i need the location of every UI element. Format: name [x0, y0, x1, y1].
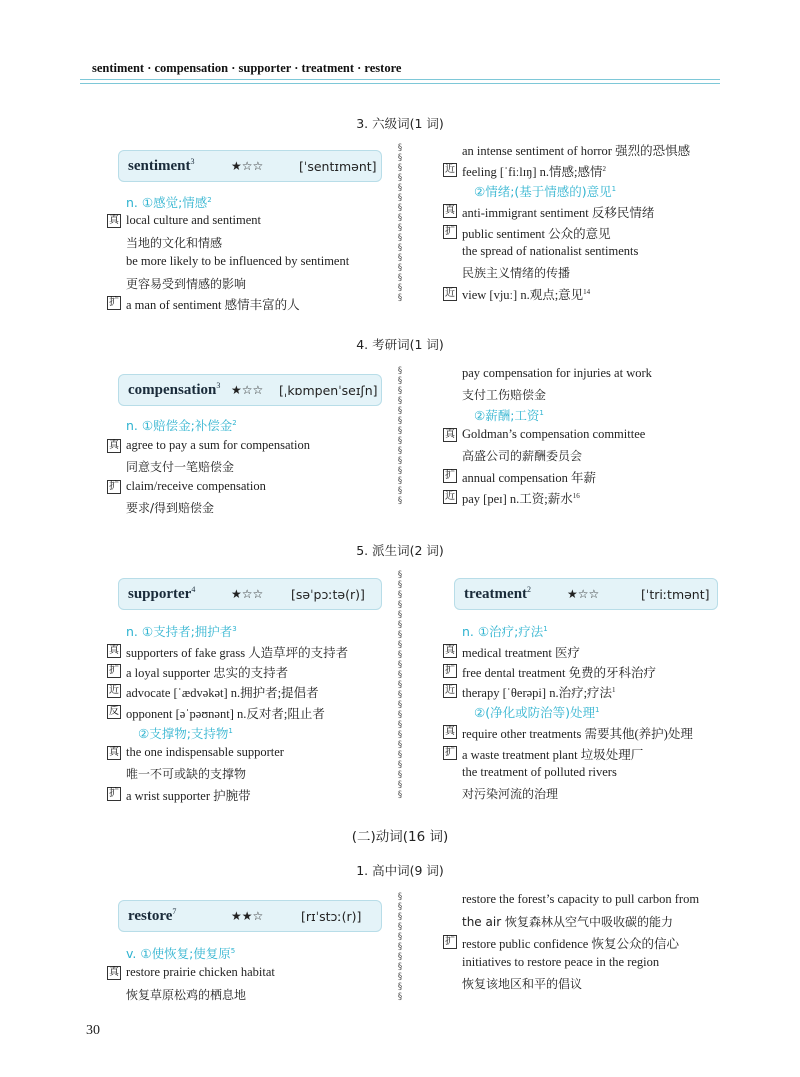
example-en: local culture and sentiment — [126, 213, 262, 227]
phrase: a man of sentiment 感情丰富的人 — [126, 298, 300, 312]
example-cn: 高盛公司的薪酬委员会 — [462, 449, 583, 463]
zhen-tag-icon: 真 — [445, 205, 455, 216]
synonym: pay [peɪ] n.工资;薪水$^{16}$ — [462, 491, 580, 506]
phrase: free dental treatment 免费的牙科治疗 — [462, 666, 657, 680]
sense-1: n. ①赔偿金;补偿金$^2$ — [126, 418, 237, 433]
phrase-en: initiatives to restore peace in the region — [462, 955, 660, 969]
jin-tag-icon: 近 — [109, 685, 119, 696]
phrase-cn: 恢复该地区和平的倡议 — [462, 977, 583, 991]
difficulty-stars: ★☆☆ — [231, 159, 264, 173]
example-cn: 唯一不可或缺的支撑物 — [126, 767, 247, 781]
jin-tag-icon: 近 — [445, 491, 455, 502]
sense-2: ②情绪;(基于情感的)意见$^1$ — [474, 184, 617, 199]
sense-1: n. ①支持者;拥护者$^3$ — [126, 624, 237, 639]
phrase: a loyal supporter 忠实的支持者 — [126, 666, 289, 680]
headword: treatment$^2$ — [464, 585, 532, 602]
headword: supporter$^4$ — [128, 585, 196, 602]
example-cn: 同意支付一笔赔偿金 — [126, 460, 235, 474]
zhen-tag-icon: 真 — [445, 645, 455, 656]
phrase: restore public confidence 恢复公众的信心 — [462, 937, 679, 951]
header-rule — [80, 79, 720, 80]
example: an intense sentiment of horror 强烈的恐惧感 — [462, 144, 691, 158]
kuo-tag-icon: 扩 — [445, 747, 455, 758]
difficulty-stars: ★☆☆ — [231, 383, 264, 397]
running-header: sentiment · compensation · supporter · treatment · restore — [92, 61, 402, 75]
phonetic: [ˈsentɪmənt] — [299, 159, 377, 174]
zhen-tag-icon: 真 — [109, 967, 119, 978]
sense-1: n. ①感觉;情感$^2$ — [126, 195, 212, 210]
kuo-tag-icon: 扩 — [109, 665, 119, 676]
entry-header-compensation — [118, 374, 382, 406]
section-heading-kaoyan: 4. 考研词(1 词) — [356, 337, 444, 352]
entry-header-supporter — [118, 578, 382, 610]
difficulty-stars: ★☆☆ — [231, 587, 264, 601]
example: anti-immigrant sentiment 反移民情绪 — [462, 206, 655, 220]
sense-1: v. ①使恢复;使复原$^5$ — [126, 946, 236, 961]
section-heading-cet6: 3. 六级词(1 词) — [356, 116, 444, 131]
headword: restore$^7$ — [128, 907, 177, 924]
phrase-en: the spread of nationalist sentiments — [462, 244, 639, 258]
kuo-tag-icon: 扩 — [445, 470, 455, 481]
kuo-tag-icon: 扩 — [445, 226, 455, 237]
phrase: annual compensation 年薪 — [462, 471, 596, 485]
jin-tag-icon: 近 — [445, 164, 455, 175]
antonym: opponent [əˈpəʊnənt] n.反对者;阻止者 — [126, 707, 325, 721]
entry-header-restore — [118, 900, 382, 932]
fan-tag-icon: 反 — [109, 706, 119, 717]
example-en: restore the forest’s capacity to pull carbon from — [462, 892, 700, 906]
sense-2: ②薪酬;工资$^1$ — [474, 408, 544, 423]
example-en: restore prairie chicken habitat — [126, 965, 275, 979]
section-heading-highschool: 1. 高中词(9 词) — [356, 863, 444, 878]
example-en: pay compensation for injuries at work — [462, 366, 652, 380]
phonetic: [ˌkɒmpenˈseɪʃn] — [279, 383, 378, 398]
phrase: public sentiment 公众的意见 — [462, 227, 611, 241]
part-heading-verbs: (二)动词(16 词) — [351, 829, 449, 845]
difficulty-stars: ★★☆ — [231, 909, 264, 923]
example-cn: the air 恢复森林从空气中吸收碳的能力 — [462, 915, 673, 929]
kuo-tag-icon: 扩 — [445, 936, 455, 947]
column-divider: § § § § § § § § § § § § § § § § § § § § § § § — [397, 570, 403, 800]
sense-2: ②(净化或防治等)处理$^1$ — [474, 705, 600, 720]
phrase-en: claim/receive compensation — [126, 479, 266, 493]
zhen-tag-icon: 真 — [109, 215, 119, 226]
phonetic: [səˈpɔːtə(r)] — [291, 587, 365, 602]
example: supporters of fake grass 人造草坪的支持者 — [126, 646, 349, 660]
synonym: feeling [ˈfiːlɪŋ] n.情感;感情$^2$ — [462, 164, 607, 179]
kuo-tag-icon: 扩 — [109, 481, 119, 492]
column-divider: § § § § § § § § § § § § § § — [397, 366, 403, 506]
page-number: 30 — [86, 1023, 100, 1038]
zhen-tag-icon: 真 — [109, 440, 119, 451]
phrase-cn: 对污染河流的治理 — [462, 787, 559, 801]
phrase-en: the treatment of polluted rivers — [462, 765, 617, 779]
header-rule-2 — [80, 83, 720, 84]
example-cn: 支付工伤赔偿金 — [462, 388, 547, 402]
example-en: be more likely to be influenced by sentiment — [126, 254, 350, 268]
headword: compensation$^3$ — [128, 381, 221, 398]
example-en: Goldman’s compensation committee — [462, 427, 646, 441]
example-cn: 更容易受到情感的影响 — [126, 277, 247, 291]
sense-2: ②支撑物;支持物$^1$ — [138, 726, 233, 741]
synonym: view [vjuː] n.观点;意见$^{14}$ — [462, 287, 591, 302]
entry-header-treatment — [454, 578, 718, 610]
zhen-tag-icon: 真 — [109, 645, 119, 656]
synonym: therapy [ˈθerəpi] n.治疗;疗法$^1$ — [462, 685, 616, 700]
column-divider: § § § § § § § § § § § § § § § § — [397, 143, 403, 303]
example-en: agree to pay a sum for compensation — [126, 438, 310, 452]
phrase: a waste treatment plant 垃圾处理厂 — [462, 748, 644, 762]
sense-1: n. ①治疗;疗法$^1$ — [462, 624, 548, 639]
zhen-tag-icon: 真 — [109, 747, 119, 758]
zhen-tag-icon: 真 — [445, 726, 455, 737]
headword: sentiment$^3$ — [128, 157, 195, 174]
phonetic: [ˈtriːtmənt] — [641, 587, 710, 602]
example: medical treatment 医疗 — [462, 646, 581, 660]
column-divider: § § § § § § § § § § § — [397, 892, 403, 1002]
entry-header-sentiment — [118, 150, 382, 182]
example: require other treatments 需要其他(养护)处理 — [462, 727, 693, 741]
phonetic: [rɪˈstɔː(r)] — [301, 909, 362, 924]
kuo-tag-icon: 扩 — [109, 297, 119, 308]
kuo-tag-icon: 扩 — [445, 665, 455, 676]
jin-tag-icon: 近 — [445, 288, 455, 299]
kuo-tag-icon: 扩 — [109, 788, 119, 799]
section-heading-derived: 5. 派生词(2 词) — [356, 543, 444, 558]
difficulty-stars: ★☆☆ — [567, 587, 600, 601]
zhen-tag-icon: 真 — [445, 429, 455, 440]
example-cn: 恢复草原松鸡的栖息地 — [126, 988, 247, 1002]
phrase-cn: 民族主义情绪的传播 — [462, 266, 571, 280]
phrase: a wrist supporter 护腕带 — [126, 789, 251, 803]
jin-tag-icon: 近 — [445, 685, 455, 696]
phrase-cn: 要求/得到赔偿金 — [126, 501, 215, 515]
synonym: advocate [ˈædvəkət] n.拥护者;提倡者 — [126, 686, 319, 700]
example-cn: 当地的文化和情感 — [126, 236, 223, 250]
example-en: the one indispensable supporter — [126, 745, 284, 759]
